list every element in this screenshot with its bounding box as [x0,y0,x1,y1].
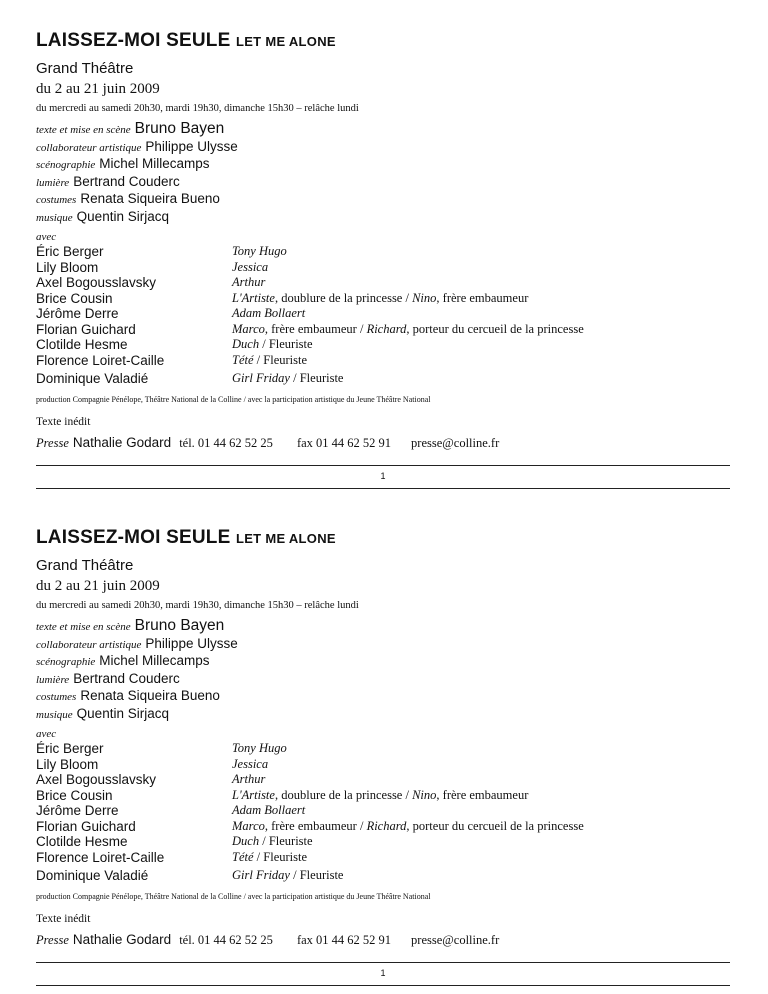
character: Tété / Fleuriste [232,352,308,367]
character: Marco, frère embaumeur / Richard, porteur du cercueil de la princesse [232,818,584,833]
cast-row [36,260,730,276]
play-title-english: LET ME ALONE [235,531,336,546]
performance-dates: du 2 au 21 juin 2009 [36,81,160,97]
production-note: production Compagnie Pénélope, Théâtre National de la Colline / avec la participation artistique du Jeune Théâtre National [36,892,431,901]
actor-name: Florence Loiret-Caille [36,352,165,368]
production-note: production Compagnie Pénélope, Théâtre National de la Colline / avec la participation artistique du Jeune Théâtre National [36,395,431,404]
cast-row [36,757,730,773]
character: Girl Friday / Fleuriste [232,868,344,882]
cast-row [36,275,730,291]
cast-row [36,850,730,866]
actor-name: Brice Cousin [36,290,113,306]
credit-line: lumière Bertrand Couderc [36,670,180,686]
credit-line: costumes Renata Siqueira Bueno [36,191,220,206]
character: Duch / Fleuriste [232,337,313,351]
schedule: du mercredi au samedi 20h30, mardi 19h30, dimanche 15h30 – relâche lundi [36,103,359,114]
press-contact: Presse Nathalie Godard tél. 01 44 62 52 25 fax 01 44 62 52 91 presse@colline.fr [36,932,500,947]
credit-line: musique Quentin Sirjacq [36,705,169,721]
character: Tété / Fleuriste [232,849,308,864]
performance-dates: du 2 au 21 juin 2009 [36,578,160,594]
character: L'Artiste, doublure de la princesse / Nino, frère embaumeur [232,787,529,802]
document-page-bottom [36,527,730,986]
cast-list [36,741,730,884]
character: Arthur [232,275,266,289]
actor-name: Jérôme Derre [36,803,119,818]
credit-line: lumière Bertrand Couderc [36,173,180,189]
play-title: LAISSEZ-MOI SEULE LET ME ALONE [36,527,336,548]
character: Jessica [232,756,269,771]
venue: Grand Théâtre [36,60,134,77]
page-footer [36,962,730,986]
cast-row [36,353,730,369]
credit-line: scénographie Michel Millecamps [36,156,210,171]
venue: Grand Théâtre [36,557,134,574]
credit-line: collaborateur artistique Philippe Ulysse [36,138,238,154]
cast-row [36,788,730,804]
document-page-top [36,30,730,489]
character: Jessica [232,259,269,274]
credit-line: scénographie Michel Millecamps [36,653,210,668]
play-title: LAISSEZ-MOI SEULE LET ME ALONE [36,30,336,51]
actor-name: Florian Guichard [36,321,136,337]
schedule: du mercredi au samedi 20h30, mardi 19h30, dimanche 15h30 – relâche lundi [36,600,359,611]
character: Girl Friday / Fleuriste [232,371,344,385]
character: Adam Bollaert [232,803,306,817]
cast-label: avec [36,231,57,243]
character: Tony Hugo [232,244,287,258]
cast-row [36,306,730,322]
actor-name: Florian Guichard [36,818,136,834]
cast-row [36,337,730,353]
cast-row [36,370,730,387]
page-number: 1 [380,968,386,978]
cast-row [36,244,730,260]
press-contact: Presse Nathalie Godard tél. 01 44 62 52 25 fax 01 44 62 52 91 presse@colline.fr [36,435,500,450]
character: Arthur [232,772,266,786]
credits-list [36,618,730,723]
actor-name: Lily Bloom [36,259,99,275]
cast-list [36,244,730,387]
actor-name: Dominique Valadié [36,371,149,386]
cast-row [36,772,730,788]
character: Marco, frère embaumeur / Richard, porteur du cercueil de la princesse [232,321,584,336]
actor-name: Clotilde Hesme [36,834,128,849]
actor-name: Clotilde Hesme [36,337,128,352]
actor-name: Brice Cousin [36,787,113,803]
credit-line: collaborateur artistique Philippe Ulysse [36,635,238,651]
credit-line: texte et mise en scène Bruno Bayen [36,617,225,634]
actor-name: Éric Berger [36,741,104,756]
cast-row [36,322,730,338]
texte-inedit: Texte inédit [36,416,91,428]
cast-row [36,834,730,850]
character: Duch / Fleuriste [232,834,313,848]
actor-name: Axel Bogousslavsky [36,275,157,290]
credit-line: musique Quentin Sirjacq [36,208,169,224]
actor-name: Florence Loiret-Caille [36,849,165,865]
cast-row [36,741,730,757]
cast-row [36,291,730,307]
texte-inedit: Texte inédit [36,913,91,925]
page-footer [36,465,730,489]
credits-list [36,121,730,226]
character: L'Artiste, doublure de la princesse / Nino, frère embaumeur [232,290,529,305]
cast-row [36,867,730,884]
character: Adam Bollaert [232,306,306,320]
cast-label: avec [36,728,57,740]
credit-line: texte et mise en scène Bruno Bayen [36,120,225,137]
actor-name: Dominique Valadié [36,868,149,883]
actor-name: Jérôme Derre [36,306,119,321]
character: Tony Hugo [232,741,287,755]
actor-name: Éric Berger [36,244,104,259]
credit-line: costumes Renata Siqueira Bueno [36,688,220,703]
cast-row [36,819,730,835]
play-title-english: LET ME ALONE [235,34,336,49]
page-number: 1 [380,471,386,481]
actor-name: Axel Bogousslavsky [36,772,157,787]
actor-name: Lily Bloom [36,756,99,772]
cast-row [36,803,730,819]
